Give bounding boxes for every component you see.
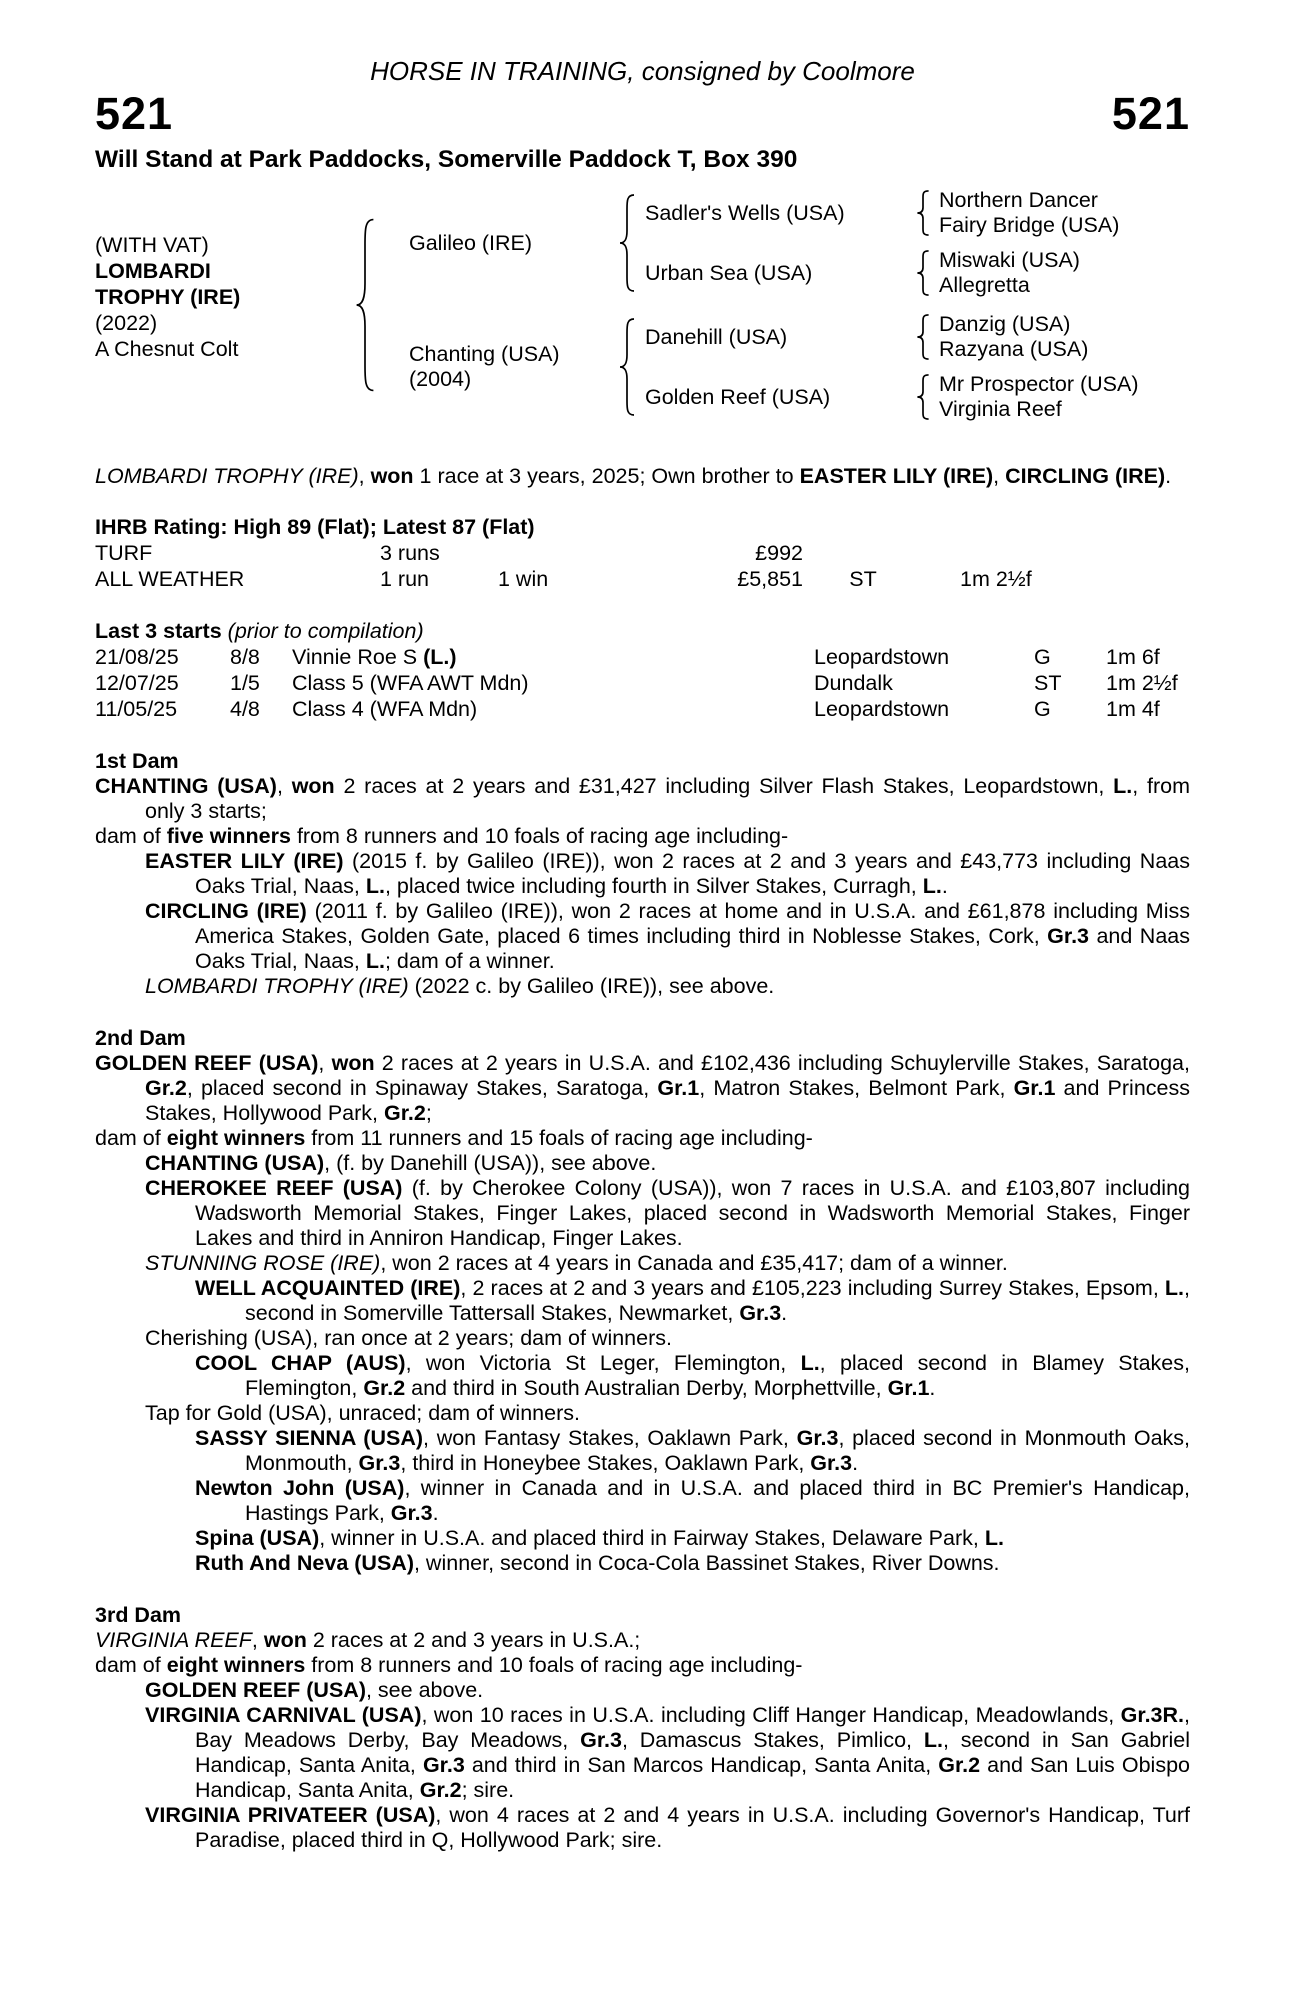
runs-count: 3 runs <box>380 541 440 565</box>
sire-branch <box>377 188 1183 298</box>
pedigree-brace-icon <box>915 250 931 296</box>
going-code: ST <box>849 567 877 591</box>
vat-note: (WITH VAT) <box>95 233 209 257</box>
pedigree-paragraph: STUNNING ROSE (IRE), won 2 races at 4 years in Canada and £35,417; dam of a winner. <box>145 1251 1008 1275</box>
pedigree-paragraph: CHANTING (USA), won 2 races at 2 years and £31,427 including Silver Flash Stakes, Leopardstown, L., from only 3 starts; <box>95 774 1191 823</box>
sire-name: Galileo (IRE) <box>409 230 533 255</box>
start-date: 21/08/25 <box>95 645 179 669</box>
dam-name-cell <box>377 342 617 392</box>
great-grandparents <box>931 248 1183 298</box>
ancestor-name: Danzig (USA) <box>939 312 1071 336</box>
ancestor-name: Miswaki (USA) <box>939 248 1080 272</box>
sire-sire-branch <box>637 188 1183 238</box>
parents-column <box>377 188 1183 422</box>
rating-section <box>95 515 1190 592</box>
earnings-value: £992 <box>755 541 803 565</box>
pedigree-paragraph: Newton John (USA), winner in Canada and in U.S.A. and placed third in BC Premier's Handicap, Hastings Park, Gr.3. <box>195 1476 1190 1525</box>
great-grandparents <box>931 372 1183 422</box>
pedigree-paragraph: 1st Dam <box>95 749 179 773</box>
pedigree-paragraph: 3rd Dam <box>95 1603 182 1627</box>
ancestor-name: Northern Dancer <box>939 188 1098 212</box>
pedigree-brace-icon <box>617 317 637 417</box>
course-name: Leopardstown <box>814 697 950 721</box>
start-row <box>95 696 1190 722</box>
page-title: HORSE IN TRAINING, consigned by Coolmore <box>370 56 915 86</box>
surface-label: ALL WEATHER <box>95 567 245 591</box>
dam-name: Chanting (USA) <box>409 342 560 366</box>
wins-count <box>498 540 658 566</box>
pedigree-paragraph: VIRGINIA PRIVATEER (USA), won 4 races at 2 and 4 years in U.S.A. including Governor's Handicap, Turf Paradise, placed third in Q, Hollywood Park; sire. <box>145 1803 1190 1852</box>
race-distance: 1m 6f <box>1106 645 1160 669</box>
dam-year: (2004) <box>409 367 472 391</box>
pedigree-paragraph: SASSY SIENNA (USA), won Fantasy Stakes, Oaklawn Park, Gr.3, placed second in Monmouth Oaks, Monmouth, Gr.3, third in Honeybee Stakes, Oaklawn Park, Gr.3. <box>195 1426 1190 1475</box>
distance-value <box>923 540 1190 566</box>
dam-sections <box>95 749 1190 1853</box>
pedigree-paragraph: LOMBARDI TROPHY (IRE) (2022 c. by Galileo (IRE)), see above. <box>145 974 775 998</box>
pedigree-paragraph: dam of five winners from 8 runners and 10 foals of racing age including- <box>95 824 789 848</box>
race-name: Class 5 (WFA AWT Mdn) <box>292 671 529 695</box>
pedigree-paragraph: WELL ACQUAINTED (IRE), 2 races at 2 and 3 years and £105,223 including Surrey Stakes, Epsom, L., second in Somerville Tattersall Stakes, Newmarket, Gr.3. <box>195 1276 1190 1325</box>
lot-number-right: 521 <box>1111 88 1190 139</box>
ancestor-name: Fairy Bridge (USA) <box>939 213 1120 237</box>
wins-count: 1 win <box>498 567 549 591</box>
great-grandparents <box>931 312 1183 362</box>
pedigree-paragraph: Cherishing (USA), ran once at 2 years; dam of winners. <box>145 1326 672 1350</box>
lot-number-left: 521 <box>95 88 174 139</box>
runs-count: 1 run <box>380 567 430 591</box>
ancestor-name: Razyana (USA) <box>939 337 1089 361</box>
pedigree-paragraph: dam of eight winners from 8 runners and 10 foals of racing age including- <box>95 1653 803 1677</box>
last-starts-section <box>95 618 1190 722</box>
pedigree-table <box>95 188 1190 422</box>
course-name: Dundalk <box>814 671 893 695</box>
last-starts-heading: Last 3 starts (prior to compilation) <box>95 619 424 643</box>
stand-location: Will Stand at Park Paddocks, Somerville Paddock T, Box 390 <box>95 146 798 173</box>
finish-position: 4/8 <box>230 697 260 721</box>
ancestor-name: Virginia Reef <box>939 397 1062 421</box>
ancestor-name: Allegretta <box>939 273 1030 297</box>
pedigree-paragraph: GOLDEN REEF (USA), see above. <box>145 1678 484 1702</box>
sire-dam-branch <box>637 248 1183 298</box>
pedigree-paragraph: CHEROKEE REEF (USA) (f. by Cherokee Colony (USA)), won 7 races in U.S.A. and £103,807 including Wadsworth Memorial Stakes, Finger Lakes, placed second in Wadsworth Memorial Stakes, Finger Lakes and third in Anniron Handicap, Finger Lakes. <box>145 1176 1190 1250</box>
pedigree-paragraph: COOL CHAP (AUS), won Victoria St Leger, Flemington, L., placed second in Blamey Stakes, Flemington, Gr.2 and third in South Australian Derby, Morphettville, Gr.1. <box>195 1351 1190 1400</box>
rating-row <box>95 540 1190 566</box>
going-code <box>803 540 923 566</box>
last-starts-table <box>95 644 1190 722</box>
pedigree-brace-icon <box>915 314 931 360</box>
going-code: ST <box>1034 671 1062 695</box>
great-grandparents <box>931 188 1183 238</box>
pedigree-paragraph: GOLDEN REEF (USA), won 2 races at 2 years in U.S.A. and £102,436 including Schuylerville Stakes, Saratoga, Gr.2, placed second in Spinaway Stakes, Saratoga, Gr.1, Matron Stakes, Belmont Park, Gr.1 and Princess Stakes, Hollywood Park, Gr.2; <box>95 1051 1190 1125</box>
pedigree-paragraph: Spina (USA), winner in U.S.A. and placed third in Fairway Stakes, Delaware Park, L. <box>195 1526 1004 1550</box>
distance-value: 1m 2½f <box>960 567 1032 591</box>
sire-dam-name: Urban Sea (USA) <box>645 260 813 285</box>
race-distance: 1m 4f <box>1106 697 1160 721</box>
going-code: G <box>1034 645 1051 669</box>
pedigree-brace-icon <box>353 216 377 394</box>
race-name: Class 4 (WFA Mdn) <box>292 697 478 721</box>
pedigree-brace-icon <box>617 193 637 293</box>
start-row <box>95 644 1190 670</box>
pedigree-paragraph: 2nd Dam <box>95 1026 186 1050</box>
horse-name-line2: TROPHY (IRE) <box>95 285 241 309</box>
pedigree-paragraph: Ruth And Neva (USA), winner, second in Coca-Cola Bassinet Stakes, River Downs. <box>195 1551 1000 1575</box>
course-name: Leopardstown <box>814 645 950 669</box>
surface-label: TURF <box>95 541 153 565</box>
going-code: G <box>1034 697 1051 721</box>
horse-name-line1: LOMBARDI <box>95 259 211 283</box>
pedigree-paragraph: VIRGINIA CARNIVAL (USA), won 10 races in U.S.A. including Cliff Hanger Handicap, Meadowlands, Gr.3R., Bay Meadows Derby, Bay Meadows, Gr.3, Damascus Stakes, Pimlico, L., second in San Gabriel Handicap, Santa Anita, Gr.3 and third in San Marcos Handicap, Santa Anita, Gr.2 and San Luis Obispo Handicap, Santa Anita, Gr.2; sire. <box>145 1703 1191 1802</box>
horse-details <box>95 232 353 362</box>
start-date: 12/07/25 <box>95 671 179 695</box>
pedigree-paragraph: EASTER LILY (IRE) (2015 f. by Galileo (IRE)), won 2 races at 2 and 3 years and £43,773 including Naas Oaks Trial, Naas, L., placed twice including fourth in Silver Stakes, Curragh, L.. <box>145 849 1190 898</box>
rating-heading: IHRB Rating: High 89 (Flat); Latest 87 (Flat) <box>95 515 535 539</box>
sire-name-cell <box>377 231 617 256</box>
rating-row <box>95 566 1190 592</box>
earnings-value: £5,851 <box>737 567 803 591</box>
sire-grandparents <box>637 188 1183 298</box>
dam-dam-branch <box>637 372 1183 422</box>
dam-grandparents <box>637 312 1183 422</box>
finish-position: 8/8 <box>230 645 260 669</box>
pedigree-paragraph: Tap for Gold (USA), unraced; dam of winners. <box>145 1401 580 1425</box>
dam-branch <box>377 312 1183 422</box>
pedigree-paragraph: dam of eight winners from 11 runners and 15 foals of racing age including- <box>95 1126 813 1150</box>
dam-dam-name: Golden Reef (USA) <box>645 384 831 409</box>
colour-sex: A Chesnut Colt <box>95 337 239 361</box>
finish-position: 1/5 <box>230 671 260 695</box>
race-name: Vinnie Roe S (L.) <box>292 645 457 669</box>
ancestor-name: Mr Prospector (USA) <box>939 372 1139 396</box>
pedigree-paragraph: CIRCLING (IRE) (2011 f. by Galileo (IRE)), won 2 races at home and in U.S.A. and £61,878 including Miss America Stakes, Golden Gate, placed 6 times including third in Noblesse Stakes, Cork, Gr.3 and Naas Oaks Trial, Naas, L.; dam of a winner. <box>145 899 1190 973</box>
start-date: 11/05/25 <box>95 697 178 721</box>
start-row <box>95 670 1190 696</box>
rating-table <box>95 540 1190 592</box>
pedigree-brace-icon <box>915 374 931 420</box>
pedigree-paragraph: CHANTING (USA), (f. by Danehill (USA)), see above. <box>145 1151 657 1175</box>
sire-sire-name: Sadler's Wells (USA) <box>645 200 845 225</box>
race-record-summary: LOMBARDI TROPHY (IRE), won 1 race at 3 years, 2025; Own brother to EASTER LILY (IRE), CIRCLING (IRE). <box>95 464 1172 488</box>
foaling-year: (2022) <box>95 311 158 335</box>
lot-number-row <box>95 90 1190 138</box>
pedigree-brace-icon <box>915 190 931 236</box>
pedigree-paragraph: VIRGINIA REEF, won 2 races at 2 and 3 years in U.S.A.; <box>95 1628 641 1652</box>
race-distance: 1m 2½f <box>1106 671 1178 695</box>
dam-sire-branch <box>637 312 1183 362</box>
dam-sire-name: Danehill (USA) <box>645 324 788 349</box>
